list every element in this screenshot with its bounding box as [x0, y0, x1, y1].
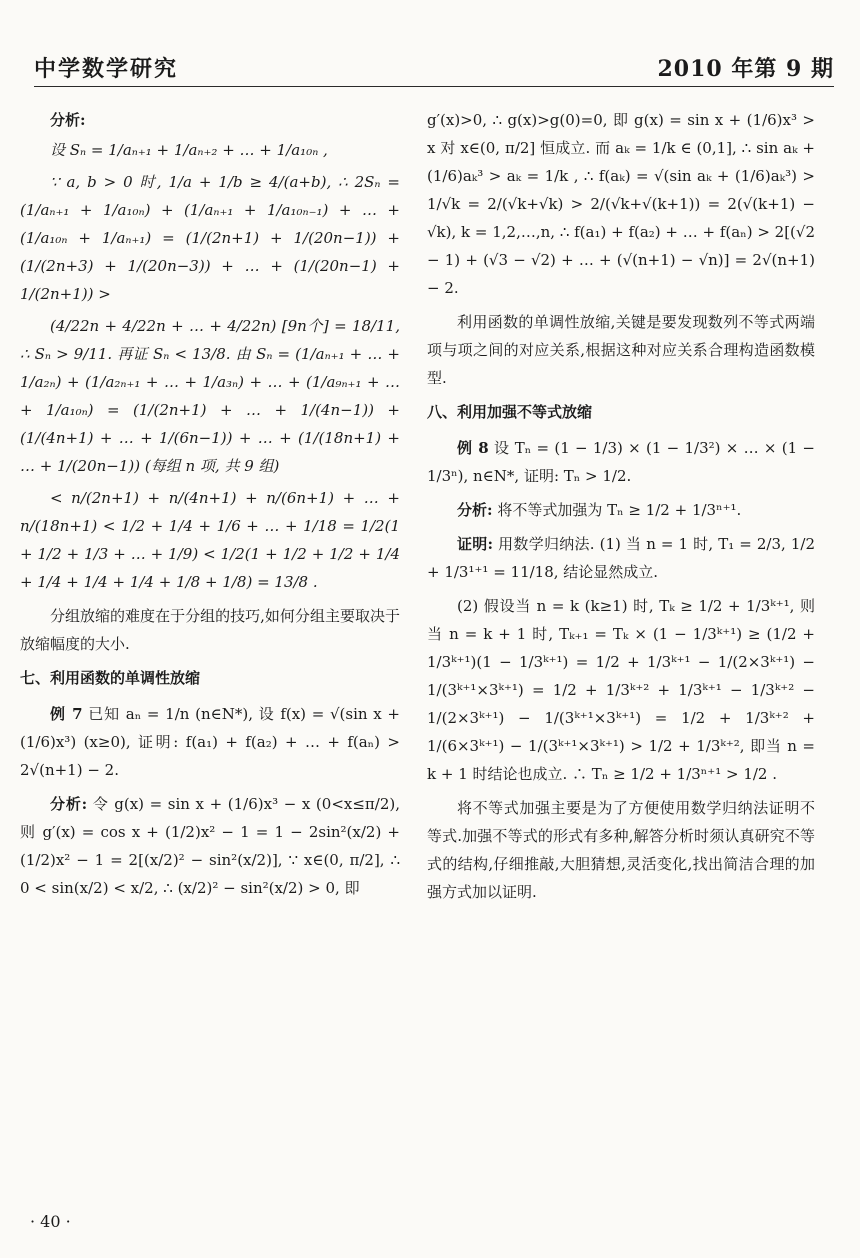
page-header	[34, 46, 834, 87]
math-line: ∵ a, b > 0 时, 1/a + 1/b ≥ 4/(a+b), ∴ 2Sₙ = (1/aₙ₊₁ + 1/a₁₀ₙ) + (1/aₙ₊₁ + 1/a₁₀ₙ₋₁) + … + (1/a₁₀ₙ + 1/aₙ₊₁) = (1/(2n+1) + 1/(20n−1)) + (1/(2n+3) + 1/(20n−3)) + … + (1/(20n−1) + 1/(2n+1)) >	[20, 173, 400, 303]
example-text: 设 Tₙ = (1 − 1/3) × (1 − 1/3²) × … × (1 − 1/3ⁿ), n∈N*, 证明: Tₙ > 1/2.	[427, 439, 815, 485]
example-text: 已知 aₙ = 1/n (n∈N*), 设 f(x) = √(sin x + (1/6)x³) (x≥0), 证明: f(a₁) + f(a₂) + … + f(aₙ) > 2√(n+1) − 2.	[20, 705, 400, 779]
proof-label: 证明:	[457, 535, 494, 553]
proof-text: 用数学归纳法. (1) 当 n = 1 时, T₁ = 2/3, 1/2 + 1/3¹⁺¹ = 11/18, 结论显然成立.	[427, 535, 815, 581]
journal-title: 中学数学研究	[34, 56, 179, 82]
section-heading-8: 八、利用加强不等式放缩	[427, 403, 593, 421]
math-line: 设 Sₙ = 1/aₙ₊₁ + 1/aₙ₊₂ + … + 1/a₁₀ₙ ,	[50, 141, 328, 159]
analysis-label: 分析:	[50, 795, 88, 813]
analysis-8	[427, 496, 815, 524]
analysis-paragraph	[20, 106, 400, 596]
analysis-label: 分析:	[50, 111, 86, 129]
paragraph: 将不等式加强主要是为了方便使用数学归纳法证明不等式.加强不等式的形式有多种,解答分析时须认真研究不等式的结构,仔细推敲,大胆猜想,灵活变化,找出简洁合理的加强方式加以证明.	[427, 799, 815, 901]
section-heading-7: 七、利用函数的单调性放缩	[20, 669, 201, 687]
paragraph: 分组放缩的难度在于分组的技巧,如何分组主要取决于放缩幅度的大小.	[20, 607, 400, 653]
page-number: · 40 ·	[30, 1212, 71, 1231]
example-label: 例 8	[457, 439, 489, 457]
left-column	[20, 106, 400, 1196]
paragraph: 利用函数的单调性放缩,关键是要发现数列不等式两端项与项之间的对应关系,根据这种对应关系合理构造函数模型.	[427, 313, 815, 387]
proof-step-1	[427, 530, 815, 586]
example-7	[20, 700, 400, 784]
analysis-text: 将不等式加强为 Tₙ ≥ 1/2 + 1/3ⁿ⁺¹.	[497, 501, 742, 519]
math-line: < n/(2n+1) + n/(4n+1) + n/(6n+1) + … + n/(18n+1) < 1/2 + 1/4 + 1/6 + … + 1/18 = 1/2(1 + 1/2 + 1/3 + … + 1/9) < 1/2(1 + 1/2 + 1/2 + 1/4 + 1/4 + 1/4 + 1/4 + 1/8 + 1/8) = 13/8 .	[20, 489, 400, 591]
example-8	[427, 434, 815, 490]
analysis-text: 令 g(x) = sin x + (1/6)x³ − x (0<x≤π/2), 则 g′(x) = cos x + (1/2)x² − 1 = 1 − 2sin²(x/2) + (1/2)x² − 1 = 2[(x/2)² − sin²(x/2)], ∵ x∈(0, π/2], ∴ 0 < sin(x/2) < x/2, ∴ (x/2)² − sin²(x/2) > 0, 即	[20, 795, 400, 897]
issue-number: 2010 年第 9 期	[657, 56, 834, 82]
example-label: 例 7	[50, 705, 83, 723]
proof-step-2: (2) 假设当 n = k (k≥1) 时, Tₖ ≥ 1/2 + 1/3ᵏ⁺¹, 则当 n = k + 1 时, Tₖ₊₁ = Tₖ × (1 − 1/3ᵏ⁺¹) ≥ (1/2 + 1/3ᵏ⁺¹)(1 − 1/3ᵏ⁺¹) = 1/2 + 1/3ᵏ⁺¹ − 1/(2×3ᵏ⁺¹) − 1/(3ᵏ⁺¹×3ᵏ⁺¹) = 1/2 + 1/3ᵏ⁺² + 1/3ᵏ⁺¹ − 1/3ᵏ⁺² − 1/(2×3ᵏ⁺¹) − 1/(3ᵏ⁺¹×3ᵏ⁺¹) = 1/2 + 1/3ᵏ⁺² + 1/(6×3ᵏ⁺¹) − 1/(3ᵏ⁺¹×3ᵏ⁺¹) > 1/2 + 1/3ᵏ⁺², 即当 n = k + 1 时结论也成立. ∴ Tₙ ≥ 1/2 + 1/3ⁿ⁺¹ > 1/2 .	[427, 597, 815, 783]
analysis-label: 分析:	[457, 501, 493, 519]
continued-text: g′(x)>0, ∴ g(x)>g(0)=0, 即 g(x) = sin x + (1/6)x³ > x 对 x∈(0, π/2] 恒成立. 而 aₖ = 1/k ∈ (0,1], ∴ sin aₖ + (1/6)aₖ³ > aₖ = 1/k , ∴ f(aₖ) = √(sin aₖ + (1/6)aₖ³) > 1/√k = 2/(√k+√k) > 2/(√k+√(k+1)) = 2(√(k+1) − √k), k = 1,2,…,n, ∴ f(a₁) + f(a₂) + … + f(aₙ) > 2[(√2 − 1) + (√3 − √2) + … + (√(n+1) − √n)] = 2√(n+1) − 2.	[427, 111, 815, 297]
analysis-7	[20, 790, 400, 902]
math-line: (4/22n + 4/22n + … + 4/22n) [9n个] = 18/11, ∴ Sₙ > 9/11. 再证 Sₙ < 13/8. 由 Sₙ = (1/aₙ₊₁ + … + 1/a₂ₙ) + (1/a₂ₙ₊₁ + … + 1/a₃ₙ) + … + (1/a₉ₙ₊₁ + … + 1/a₁₀ₙ) = (1/(2n+1) + … + 1/(4n−1)) + (1/(4n+1) + … + 1/(6n−1)) + … + (1/(18n+1) + … + 1/(20n−1)) (每组 n 项, 共 9 组)	[20, 317, 400, 475]
right-column	[427, 106, 815, 1196]
